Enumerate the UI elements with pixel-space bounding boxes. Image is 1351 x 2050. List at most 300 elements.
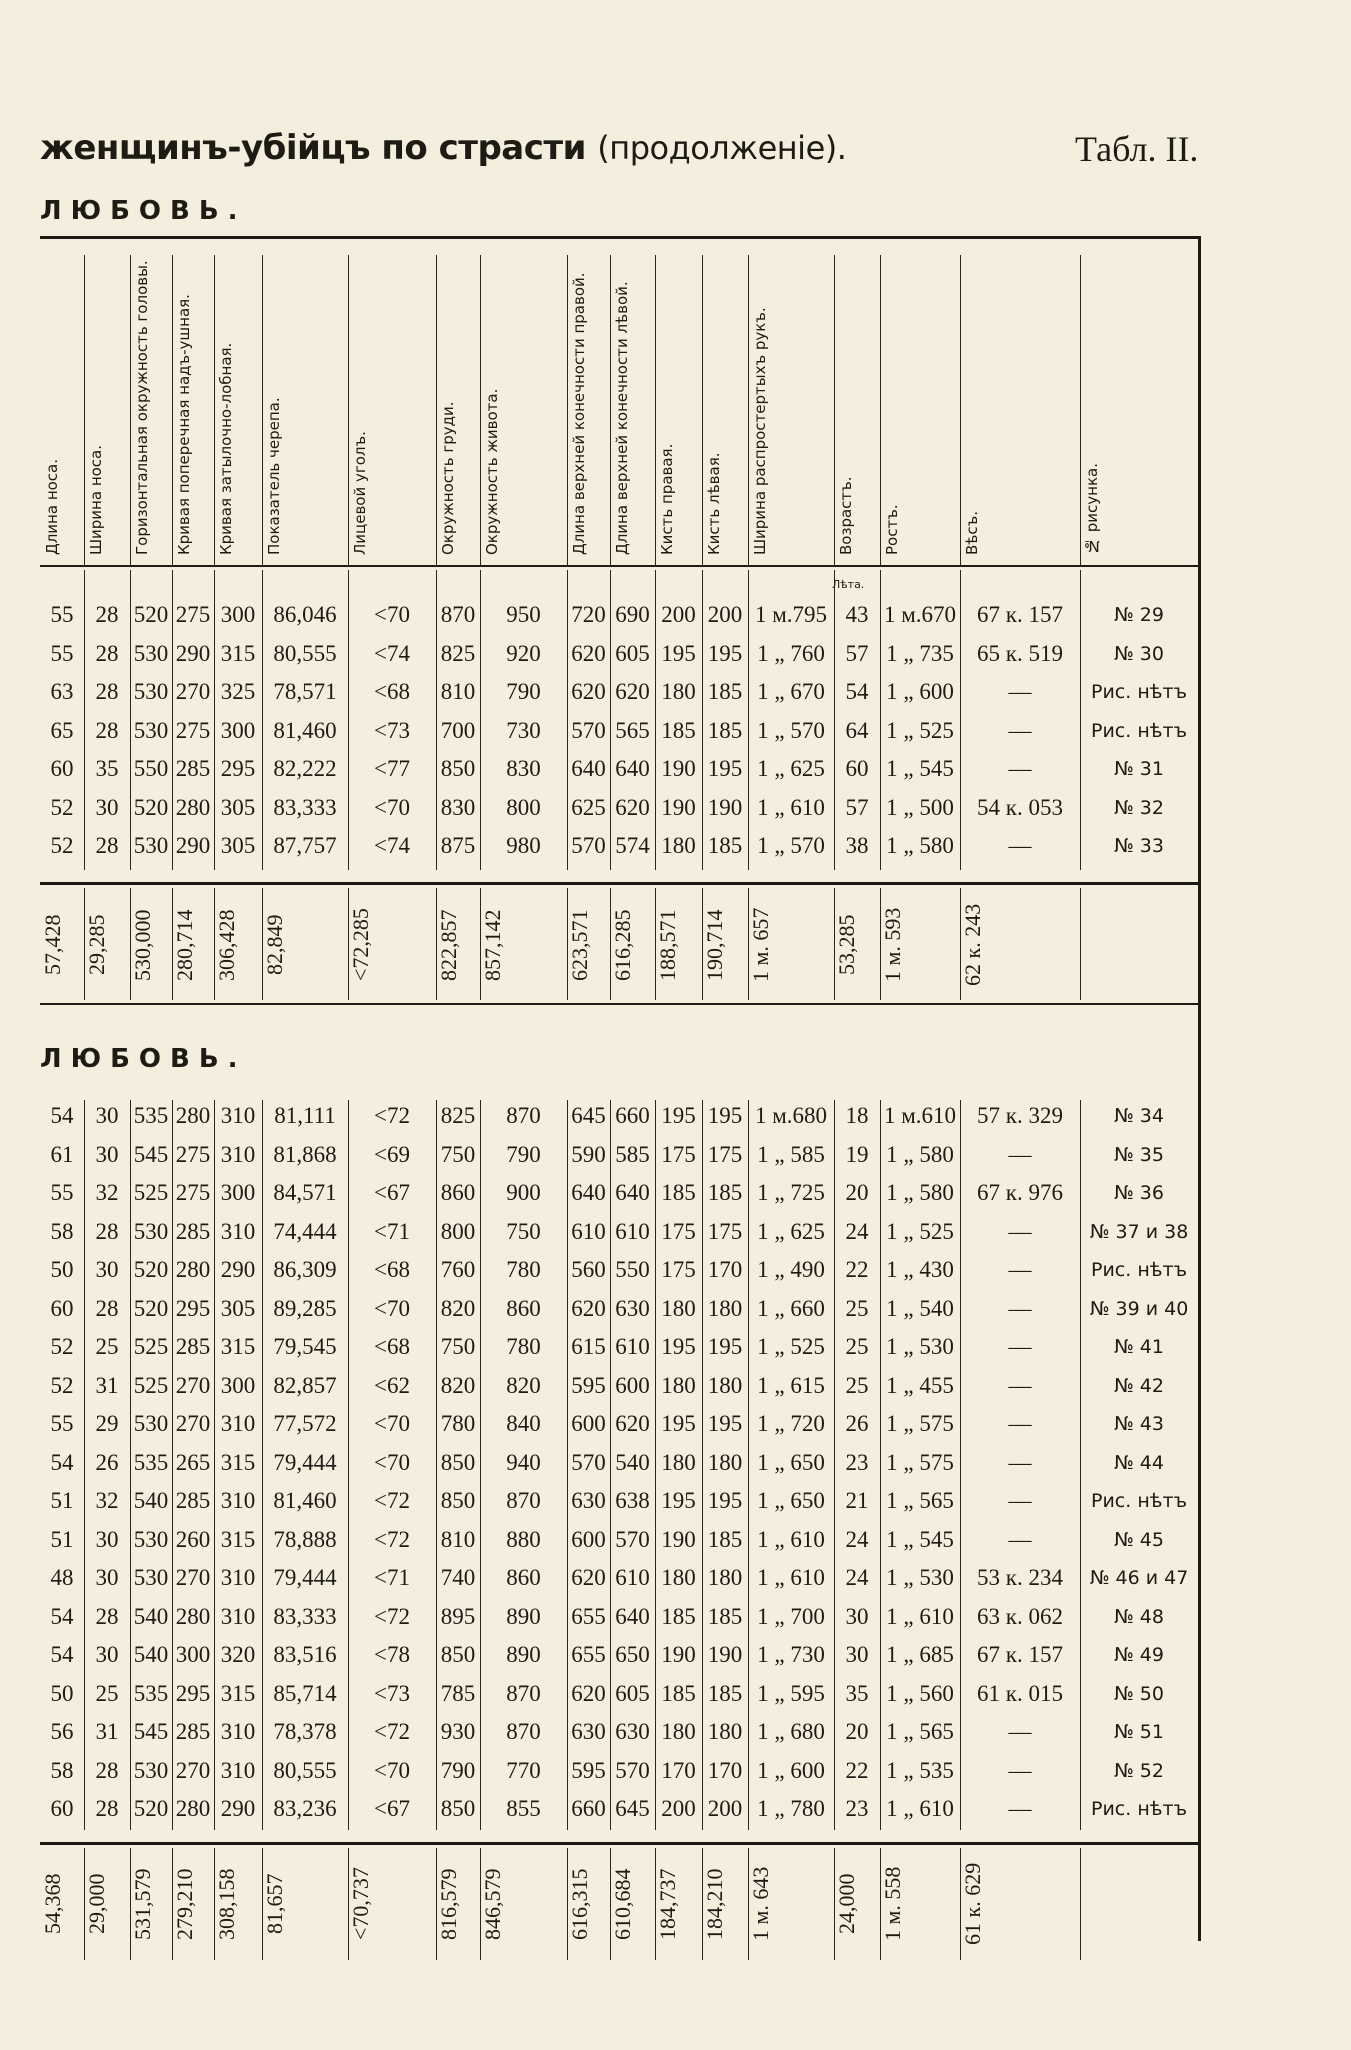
belly-circumference-cell: 920 bbox=[506, 640, 541, 666]
belly-circumference-cell: 770 bbox=[506, 1757, 541, 1783]
left-arm-length-cell: 620 bbox=[615, 679, 650, 704]
right-hand-cell: 200 bbox=[661, 1796, 696, 1821]
chest-circumference-cell: 850 bbox=[440, 1642, 476, 1667]
transverse-curve-cell: 280 bbox=[175, 1603, 211, 1629]
facial-angle-cell: <71 bbox=[374, 1218, 410, 1244]
right-hand-cell: 190 bbox=[661, 794, 696, 820]
height-average: 1 м. 593 bbox=[880, 907, 905, 983]
nose-width-cell: 28 bbox=[95, 1603, 119, 1629]
left-hand-cell: 175 bbox=[707, 1141, 743, 1167]
facial-angle-cell: <72 bbox=[374, 1526, 410, 1552]
height-cell: 1 „ 525 bbox=[886, 717, 954, 743]
right-arm-length-cell: 570 bbox=[571, 717, 606, 743]
chest-circumference-cell: 850 bbox=[440, 1796, 476, 1821]
column-divider bbox=[214, 255, 215, 565]
weight-cell: — bbox=[1008, 1257, 1032, 1282]
table-row bbox=[40, 1174, 1200, 1212]
head-circumference-cell: 530 bbox=[133, 1218, 169, 1244]
age-cell: 18 bbox=[845, 1103, 869, 1128]
nose-length-cell: 65 bbox=[50, 717, 74, 743]
left-hand-cell: 185 bbox=[707, 1526, 743, 1552]
skull-index-cell: 81,868 bbox=[273, 1141, 337, 1167]
table-row bbox=[40, 1328, 1200, 1366]
transverse-curve-cell: 280 bbox=[175, 1103, 211, 1128]
height-header: Ростъ. bbox=[883, 504, 901, 555]
right-hand-cell: 200 bbox=[661, 602, 696, 627]
age-cell: 19 bbox=[845, 1141, 869, 1167]
right-arm-length-cell: 630 bbox=[571, 1719, 606, 1744]
facial-angle-cell: <68 bbox=[374, 679, 410, 704]
right-hand-cell: 180 bbox=[661, 1449, 696, 1475]
transverse-curve-cell: 275 bbox=[175, 602, 211, 627]
table-row bbox=[40, 789, 1200, 827]
head-circumference-cell: 525 bbox=[133, 1334, 169, 1359]
left-arm-length-cell: 610 bbox=[615, 1218, 650, 1244]
occipital-curve-cell: 300 bbox=[220, 1372, 256, 1398]
column-divider bbox=[567, 255, 568, 565]
table-row bbox=[40, 1713, 1200, 1751]
facial-angle-cell: <77 bbox=[374, 756, 410, 781]
avg1-top-rule bbox=[40, 882, 1200, 885]
age-cell: 24 bbox=[845, 1565, 869, 1590]
right-hand-cell: 185 bbox=[661, 1680, 696, 1706]
age-average: 53,285 bbox=[834, 914, 859, 976]
chest-circumference-cell: 850 bbox=[440, 1488, 476, 1513]
occipital-curve-cell: 300 bbox=[220, 717, 256, 743]
transverse-curve-cell: 280 bbox=[175, 794, 211, 820]
chest-circumference-cell: 780 bbox=[440, 1411, 476, 1436]
figure-number-cell: Рис. нѣтъ bbox=[1090, 681, 1187, 703]
left-arm-length-cell: 565 bbox=[615, 717, 650, 743]
belly-circumference-header: Окружность живота. bbox=[483, 388, 501, 555]
occipital-curve-cell: 305 bbox=[220, 794, 256, 820]
left-hand-header: Кисть лѣвая. bbox=[705, 452, 723, 555]
head-circumference-cell: 540 bbox=[133, 1642, 169, 1667]
figure-number-cell: Рис. нѣтъ bbox=[1090, 1490, 1187, 1512]
left-arm-length-cell: 610 bbox=[615, 1334, 650, 1359]
left-arm-length-cell: 574 bbox=[615, 833, 650, 858]
nose-length-cell: 54 bbox=[50, 1642, 74, 1667]
age-cell: 23 bbox=[845, 1796, 869, 1821]
skull-index-cell: 81,460 bbox=[273, 717, 337, 743]
belly-circumference-cell: 870 bbox=[506, 1719, 541, 1744]
facial-angle-average: <72,285 bbox=[348, 908, 373, 982]
arm-span-cell: 1 „ 610 bbox=[757, 1565, 825, 1590]
facial-angle-cell: <70 bbox=[374, 1295, 410, 1321]
chest-circumference-cell: 895 bbox=[440, 1603, 476, 1629]
belly-circumference-cell: 860 bbox=[506, 1565, 541, 1590]
chest-circumference-cell: 850 bbox=[440, 1449, 476, 1475]
facial-angle-cell: <68 bbox=[374, 1334, 410, 1359]
left-hand-cell: 195 bbox=[707, 1334, 743, 1359]
height-cell: 1 „ 530 bbox=[886, 1565, 954, 1590]
left-arm-length-cell: 610 bbox=[615, 1565, 650, 1590]
occipital-curve-cell: 310 bbox=[220, 1488, 256, 1513]
height-cell: 1 „ 525 bbox=[886, 1218, 954, 1244]
table-row bbox=[40, 1482, 1200, 1520]
chest-circumference-cell: 790 bbox=[440, 1757, 476, 1783]
nose-length-cell: 55 bbox=[50, 1180, 74, 1205]
arm-span-cell: 1 „ 490 bbox=[757, 1257, 825, 1282]
facial-angle-average: <70,737 bbox=[348, 1867, 373, 1941]
arm-span-cell: 1 „ 725 bbox=[757, 1180, 825, 1205]
left-hand-cell: 200 bbox=[707, 1796, 743, 1821]
transverse-curve-cell: 280 bbox=[175, 1257, 211, 1282]
nose-width-cell: 28 bbox=[95, 1295, 119, 1321]
right-arm-length-cell: 570 bbox=[571, 833, 606, 858]
skull-index-cell: 89,285 bbox=[273, 1295, 337, 1321]
facial-angle-cell: <70 bbox=[374, 1449, 410, 1475]
left-hand-cell: 180 bbox=[707, 1719, 743, 1744]
belly-circumference-average: 846,579 bbox=[480, 1868, 505, 1940]
right-arm-length-cell: 625 bbox=[571, 794, 606, 820]
right-hand-cell: 190 bbox=[661, 756, 696, 781]
left-hand-cell: 195 bbox=[707, 1103, 743, 1128]
occipital-curve-cell: 290 bbox=[220, 1257, 256, 1282]
head-circumference-cell: 520 bbox=[133, 1257, 169, 1282]
table-row bbox=[40, 750, 1200, 788]
skull-index-cell: 86,046 bbox=[273, 602, 337, 627]
nose-length-cell: 55 bbox=[50, 1411, 74, 1436]
table-row bbox=[40, 1675, 1200, 1713]
head-circumference-header: Горизонтальная окружность головы. bbox=[133, 260, 151, 555]
head-circumference-average: 531,579 bbox=[130, 1868, 155, 1940]
figure-number-cell: № 48 bbox=[1114, 1605, 1164, 1628]
weight-cell: 57 к. 329 bbox=[977, 1103, 1063, 1128]
belly-circumference-cell: 820 bbox=[506, 1372, 541, 1398]
table-row bbox=[40, 827, 1200, 865]
nose-width-cell: 28 bbox=[95, 1796, 119, 1821]
transverse-curve-average: 279,210 bbox=[172, 1868, 197, 1940]
skull-index-cell: 78,571 bbox=[273, 679, 337, 704]
nose-width-cell: 28 bbox=[95, 717, 119, 743]
skull-index-cell: 83,516 bbox=[273, 1642, 337, 1667]
skull-index-cell: 80,555 bbox=[273, 640, 337, 666]
arm-span-cell: 1 „ 730 bbox=[757, 1642, 825, 1667]
height-cell: 1 „ 565 bbox=[886, 1719, 954, 1744]
right-hand-cell: 195 bbox=[661, 1488, 696, 1513]
facial-angle-cell: <70 bbox=[374, 602, 410, 627]
figure-number-cell: № 34 bbox=[1114, 1105, 1164, 1127]
left-hand-cell: 180 bbox=[707, 1565, 743, 1590]
table-row bbox=[40, 1251, 1200, 1289]
chest-circumference-cell: 750 bbox=[440, 1334, 476, 1359]
transverse-curve-cell: 270 bbox=[175, 1411, 211, 1436]
right-arm-length-cell: 610 bbox=[571, 1218, 606, 1244]
left-arm-length-average: 610,684 bbox=[610, 1868, 635, 1940]
right-hand-average: 188,571 bbox=[655, 909, 680, 981]
right-hand-cell: 180 bbox=[661, 833, 696, 858]
weight-cell: — bbox=[1008, 756, 1032, 781]
height-cell: 1 „ 600 bbox=[886, 679, 954, 704]
figure-number-cell: Рис. нѣтъ bbox=[1090, 1259, 1187, 1281]
nose-width-cell: 29 bbox=[95, 1411, 119, 1436]
right-arm-length-cell: 630 bbox=[571, 1488, 606, 1513]
head-circumference-cell: 530 bbox=[133, 717, 169, 743]
head-circumference-cell: 520 bbox=[133, 794, 169, 820]
age-cell: 22 bbox=[845, 1757, 869, 1783]
skull-index-cell: 87,757 bbox=[273, 833, 337, 858]
weight-cell: 53 к. 234 bbox=[977, 1565, 1063, 1590]
table-row bbox=[40, 1136, 1200, 1174]
arm-span-cell: 1 „ 610 bbox=[757, 1526, 825, 1552]
figure-number-cell: № 29 bbox=[1114, 604, 1164, 626]
nose-width-average: 29,000 bbox=[84, 1873, 109, 1935]
nose-length-cell: 60 bbox=[50, 1796, 74, 1821]
weight-cell: — bbox=[1008, 1796, 1032, 1821]
transverse-curve-cell: 275 bbox=[175, 717, 211, 743]
nose-length-cell: 52 bbox=[50, 833, 74, 858]
left-arm-length-average: 616,285 bbox=[610, 909, 635, 981]
occipital-curve-cell: 315 bbox=[220, 1334, 256, 1359]
occipital-curve-cell: 300 bbox=[220, 1180, 256, 1205]
left-hand-cell: 195 bbox=[707, 1488, 743, 1513]
nose-width-cell: 28 bbox=[95, 833, 119, 858]
table-row bbox=[40, 1752, 1200, 1790]
nose-width-cell: 31 bbox=[95, 1372, 119, 1398]
top-rule bbox=[40, 236, 1200, 239]
belly-circumference-cell: 840 bbox=[506, 1411, 541, 1436]
age-cell: 35 bbox=[845, 1680, 869, 1706]
chest-circumference-header: Окружность груди. bbox=[439, 401, 457, 555]
occipital-curve-cell: 290 bbox=[220, 1796, 256, 1821]
figure-number-average bbox=[1080, 893, 1198, 997]
weight-cell: — bbox=[1008, 1449, 1032, 1475]
skull-index-cell: 83,333 bbox=[273, 1603, 337, 1629]
skull-index-cell: 78,378 bbox=[273, 1719, 337, 1744]
years-label: Лѣта. bbox=[832, 578, 865, 591]
facial-angle-cell: <62 bbox=[374, 1372, 410, 1398]
column-divider bbox=[1080, 255, 1081, 565]
transverse-curve-cell: 295 bbox=[175, 1295, 211, 1321]
right-arm-length-cell: 655 bbox=[571, 1642, 606, 1667]
left-hand-cell: 180 bbox=[707, 1449, 743, 1475]
nose-width-cell: 28 bbox=[95, 1757, 119, 1783]
facial-angle-cell: <73 bbox=[374, 1680, 410, 1706]
facial-angle-cell: <74 bbox=[374, 640, 410, 666]
right-arm-length-cell: 590 bbox=[571, 1141, 606, 1167]
left-hand-cell: 180 bbox=[707, 1372, 743, 1398]
left-hand-cell: 185 bbox=[707, 1180, 743, 1205]
weight-cell: — bbox=[1008, 1334, 1032, 1359]
nose-width-cell: 30 bbox=[95, 1565, 119, 1590]
skull-index-header: Показатель черепа. bbox=[265, 397, 283, 555]
right-hand-cell: 180 bbox=[661, 679, 696, 704]
arm-span-cell: 1 „ 680 bbox=[757, 1719, 825, 1744]
transverse-curve-cell: 275 bbox=[175, 1180, 211, 1205]
weight-cell: — bbox=[1008, 1372, 1032, 1398]
weight-cell: 63 к. 062 bbox=[977, 1603, 1063, 1629]
right-arm-length-cell: 615 bbox=[571, 1334, 606, 1359]
nose-width-cell: 26 bbox=[95, 1449, 119, 1475]
right-arm-length-cell: 720 bbox=[571, 602, 606, 627]
belly-circumference-cell: 800 bbox=[506, 794, 541, 820]
occipital-curve-cell: 305 bbox=[220, 833, 256, 858]
transverse-curve-cell: 285 bbox=[175, 1334, 211, 1359]
nose-width-cell: 30 bbox=[95, 1642, 119, 1667]
arm-span-cell: 1 „ 625 bbox=[757, 1218, 825, 1244]
skull-index-cell: 83,236 bbox=[273, 1796, 337, 1821]
head-circumference-cell: 530 bbox=[133, 679, 169, 704]
skull-index-average: 81,657 bbox=[262, 1873, 287, 1935]
head-circumference-cell: 530 bbox=[133, 1411, 169, 1436]
facial-angle-header: Лицевой уголъ. bbox=[351, 431, 369, 555]
figure-number-cell: № 52 bbox=[1114, 1759, 1164, 1782]
belly-circumference-cell: 940 bbox=[506, 1449, 541, 1475]
right-arm-length-average: 623,571 bbox=[567, 909, 592, 981]
transverse-curve-cell: 295 bbox=[175, 1680, 211, 1706]
left-hand-cell: 185 bbox=[707, 717, 743, 743]
left-arm-length-cell: 605 bbox=[615, 1680, 650, 1706]
height-cell: 1 „ 430 bbox=[886, 1257, 954, 1282]
figure-number-cell: № 50 bbox=[1114, 1682, 1164, 1705]
nose-width-cell: 28 bbox=[95, 679, 119, 704]
column-divider bbox=[262, 255, 263, 565]
nose-length-cell: 48 bbox=[50, 1565, 74, 1590]
left-arm-length-cell: 640 bbox=[615, 1180, 650, 1205]
left-arm-length-cell: 540 bbox=[615, 1449, 650, 1475]
age-cell: 25 bbox=[845, 1295, 869, 1321]
left-arm-length-cell: 650 bbox=[615, 1642, 650, 1667]
right-arm-length-cell: 620 bbox=[571, 640, 606, 666]
skull-index-cell: 79,444 bbox=[273, 1449, 337, 1475]
right-hand-cell: 180 bbox=[661, 1719, 696, 1744]
table-row bbox=[40, 1636, 1200, 1674]
arm-span-cell: 1 „ 650 bbox=[757, 1488, 825, 1513]
right-hand-cell: 195 bbox=[661, 1103, 696, 1128]
facial-angle-cell: <70 bbox=[374, 794, 410, 820]
nose-width-cell: 28 bbox=[95, 1218, 119, 1244]
right-arm-length-cell: 595 bbox=[571, 1372, 606, 1398]
facial-angle-cell: <71 bbox=[374, 1565, 410, 1590]
facial-angle-cell: <78 bbox=[374, 1642, 410, 1667]
facial-angle-cell: <72 bbox=[374, 1488, 410, 1513]
nose-length-cell: 50 bbox=[50, 1680, 74, 1706]
skull-index-cell: 84,571 bbox=[273, 1180, 337, 1205]
age-cell: 57 bbox=[845, 794, 869, 820]
belly-circumference-cell: 890 bbox=[506, 1603, 541, 1629]
table-row bbox=[40, 596, 1200, 634]
arm-span-cell: 1 „ 760 bbox=[757, 640, 825, 666]
age-cell: 23 bbox=[845, 1449, 869, 1475]
table-row bbox=[40, 1290, 1200, 1328]
age-cell: 54 bbox=[845, 679, 869, 704]
figure-number-average bbox=[1080, 1852, 1198, 1956]
left-arm-length-cell: 630 bbox=[615, 1719, 650, 1744]
head-circumference-cell: 530 bbox=[133, 833, 169, 858]
occipital-curve-cell: 315 bbox=[220, 1680, 256, 1706]
head-circumference-cell: 530 bbox=[133, 1565, 169, 1590]
age-cell: 24 bbox=[845, 1526, 869, 1552]
transverse-curve-cell: 285 bbox=[175, 756, 211, 781]
left-arm-length-cell: 570 bbox=[615, 1526, 650, 1552]
transverse-curve-cell: 275 bbox=[175, 1141, 211, 1167]
figure-number-cell: № 30 bbox=[1114, 642, 1164, 665]
arm-span-cell: 1 „ 700 bbox=[757, 1603, 825, 1629]
section-title-1: ЛЮБОВЬ. bbox=[40, 196, 247, 226]
chest-circumference-average: 822,857 bbox=[436, 909, 461, 981]
age-cell: 60 bbox=[845, 756, 869, 781]
belly-circumference-average: 857,142 bbox=[480, 909, 505, 981]
transverse-curve-cell: 285 bbox=[175, 1719, 211, 1744]
transverse-curve-average: 280,714 bbox=[172, 909, 197, 981]
chest-circumference-cell: 800 bbox=[440, 1218, 476, 1244]
nose-width-cell: 28 bbox=[95, 640, 119, 666]
height-cell: 1 „ 575 bbox=[886, 1449, 954, 1475]
avg1-bottom-rule bbox=[40, 1003, 1200, 1005]
age-cell: 30 bbox=[845, 1642, 869, 1667]
age-cell: 25 bbox=[845, 1334, 869, 1359]
facial-angle-cell: <67 bbox=[374, 1180, 410, 1205]
column-divider bbox=[655, 255, 656, 565]
belly-circumference-cell: 870 bbox=[506, 1680, 541, 1706]
figure-number-cell: № 39 и 40 bbox=[1089, 1297, 1189, 1320]
column-divider bbox=[436, 255, 437, 565]
chest-circumference-cell: 825 bbox=[440, 1103, 476, 1128]
figure-number-cell: Рис. нѣтъ bbox=[1090, 719, 1187, 742]
transverse-curve-cell: 290 bbox=[175, 640, 211, 666]
column-divider bbox=[348, 255, 349, 565]
transverse-curve-cell: 280 bbox=[175, 1796, 211, 1821]
chest-circumference-cell: 930 bbox=[440, 1719, 476, 1744]
weight-cell: 65 к. 519 bbox=[977, 640, 1063, 666]
left-hand-average: 184,210 bbox=[702, 1868, 727, 1940]
occipital-curve-cell: 310 bbox=[220, 1719, 256, 1744]
height-cell: 1 м.610 bbox=[883, 1103, 957, 1128]
left-arm-length-cell: 660 bbox=[615, 1103, 650, 1128]
age-header: Возрастъ. bbox=[837, 476, 855, 555]
transverse-curve-cell: 270 bbox=[175, 1757, 211, 1783]
column-divider bbox=[84, 255, 85, 565]
occipital-curve-header: Кривая затылочно-лобная. bbox=[217, 342, 235, 555]
height-cell: 1 „ 735 bbox=[886, 640, 954, 666]
figure-number-cell: № 36 bbox=[1114, 1182, 1164, 1204]
chest-circumference-cell: 825 bbox=[440, 640, 476, 666]
skull-index-cell: 86,309 bbox=[273, 1257, 337, 1282]
left-arm-length-header: Длина верхней конечности лѣвой. bbox=[613, 281, 631, 555]
left-hand-cell: 190 bbox=[707, 794, 743, 820]
table-row bbox=[40, 1559, 1200, 1597]
arm-span-cell: 1 „ 585 bbox=[757, 1141, 825, 1167]
figure-number-cell: № 44 bbox=[1114, 1451, 1164, 1474]
nose-length-cell: 63 bbox=[50, 679, 74, 704]
left-arm-length-cell: 620 bbox=[615, 794, 650, 820]
facial-angle-cell: <72 bbox=[374, 1719, 410, 1744]
figure-number-cell: № 49 bbox=[1114, 1644, 1164, 1666]
figure-number-cell: № 51 bbox=[1114, 1721, 1164, 1743]
chest-circumference-cell: 860 bbox=[440, 1180, 476, 1205]
title-subtitle: (продолженіе). bbox=[597, 129, 847, 167]
height-cell: 1 „ 580 bbox=[886, 833, 954, 858]
right-hand-cell: 170 bbox=[661, 1757, 696, 1783]
head-circumference-cell: 535 bbox=[133, 1449, 169, 1475]
age-cell: 24 bbox=[845, 1218, 869, 1244]
right-hand-cell: 185 bbox=[661, 717, 696, 743]
height-cell: 1 м.670 bbox=[883, 602, 957, 627]
section-title-2: ЛЮБОВЬ. bbox=[40, 1044, 247, 1074]
belly-circumference-cell: 890 bbox=[506, 1642, 541, 1667]
weight-cell: — bbox=[1008, 1295, 1032, 1321]
right-hand-cell: 175 bbox=[661, 1218, 696, 1244]
arm-span-cell: 1 „ 650 bbox=[757, 1449, 825, 1475]
occipital-curve-cell: 310 bbox=[220, 1603, 256, 1629]
nose-width-header: Ширина носа. bbox=[87, 444, 105, 555]
figure-number-cell: Рис. нѣтъ bbox=[1090, 1798, 1187, 1820]
nose-length-cell: 56 bbox=[50, 1719, 74, 1744]
arm-span-cell: 1 „ 670 bbox=[757, 679, 825, 704]
figure-number-cell: № 41 bbox=[1114, 1336, 1164, 1358]
facial-angle-cell: <72 bbox=[374, 1603, 410, 1629]
